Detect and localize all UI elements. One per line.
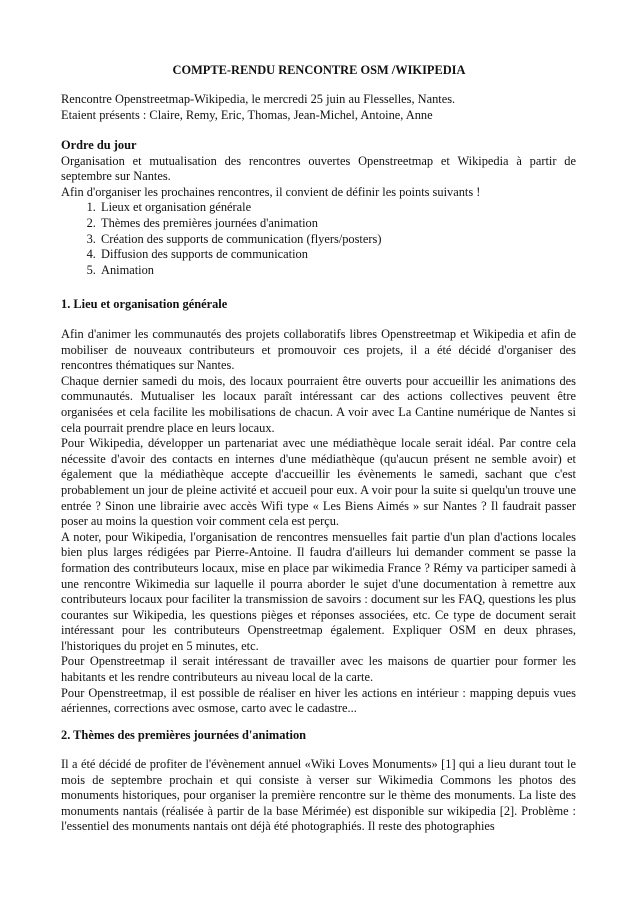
section-2-heading: 2. Thèmes des premières journées d'animation <box>61 728 307 742</box>
section-2 <box>61 728 576 744</box>
document-title: COMPTE-RENDU RENCONTRE OSM /WIKIPEDIA <box>172 63 466 77</box>
meeting-info: Rencontre Openstreetmap-Wikipedia, le mercredi 25 juin au Flesselles, Nantes. <box>61 92 456 106</box>
paragraph: Afin d'animer les communautés des projets collaboratifs libres Openstreetmap et Wikipedia et afin de mobiliser de nouveaux contributeurs et promouvoir ces projets, il a été décidé d'organiser des rencontres thématiques sur Nantes. <box>61 327 576 373</box>
agenda-item: 2. Thèmes des premières journées d'animation <box>99 216 576 232</box>
paragraph: A noter, pour Wikipedia, l'organisation de rencontres mensuelles fait partie d'un plan d'actions locales bien plus larges rédigées par Pierre-Antoine. Il faudra d'ailleurs lui demander comment se passe la formation des contributeurs locaux, mise en place par wikimedia France ? Rémy va participer samedi à une rencontre Wikimedia sur laquelle il pourra aborder le sujet d'une documentation à remettre aux contributeurs locaux pour faciliter la transmission de savoirs : document sur les FAQ, questions les plus courantes sur Wikipedia, les questions pièges et réponses associées, etc. Ce type de document serait intéressant pour les contributeurs Openstreetmap également. Expliquer OSM en deux phrases, l'historiques du projet en 5 minutes, etc. <box>61 529 576 653</box>
agenda-item: 4. Diffusion des supports de communication <box>99 247 576 263</box>
paragraph: Pour Wikipedia, développer un partenariat avec une médiathèque locale serait idéal. Par contre cela nécessite d'avoir des contacts en internes d'une médiathèque (qu'aucun présent ne semble avoir) et également que la médiathèque accepte d'accueillir les évènements le samedi, sachant que c'est probablement un jour de pleine activité et accueil pour eux. A voir pour la suite si quelqu'un trouve une entrée ? Sinon une librairie avec accès Wifi type « Les Biens Aimés » sur Nantes ? Il faudrait passer poser au moins la question voir comment cela est perçu. <box>61 436 576 529</box>
paragraph: Il a été décidé de profiter de l'évènement annuel «Wiki Loves Monuments» [1] qui a lieu durant tout le mois de septembre prochain et qui consiste à verser sur Wikimedia Commons les photos des monuments historiques, pour organiser la première rencontre sur le thème des monuments. La liste des monuments nantais (réalisée à partir de la base Mérimée) est disponible sur wikipedia [2]. Problème : l'essentiel des monuments nantais ont déjà été photographiés. Il reste des photographies <box>61 757 576 834</box>
paragraph: Chaque dernier samedi du mois, des locaux pourraient être ouverts pour accueillir les animations des communautés. Mutualiser les locaux paraît intéressant car des actions collectives peuvent être organisées et cela facilite les mobilisations de chacun. A voir avec La Cantine numérique de Nantes si cela pourrait prendre place en leurs locaux. <box>61 373 576 435</box>
section-1-heading: 1. Lieu et organisation générale <box>61 297 228 311</box>
agenda-section <box>61 138 576 278</box>
paragraph: Pour Openstreetmap il serait intéressant de travailler avec les maisons de quartier pour former les habitants et les rendre contributeurs au niveau local de la carte. <box>61 654 576 685</box>
section-1 <box>61 297 576 313</box>
agenda-item: 3. Création des supports de communication (flyers/posters) <box>99 232 576 248</box>
agenda-item: 1. Lieux et organisation générale <box>99 200 576 216</box>
agenda-text-2: Afin d'organiser les prochaines rencontres, il convient de définir les points suivants ! <box>61 184 481 199</box>
agenda-item: 5. Animation <box>99 263 576 279</box>
agenda-heading: Ordre du jour <box>61 138 137 152</box>
section-1-body <box>61 327 576 717</box>
paragraph: Pour Openstreetmap, il est possible de réaliser en hiver les actions en intérieur : mapping depuis vues aériennes, corrections avec osmose, carto avec le cadastre... <box>61 685 576 716</box>
section-2-body <box>61 757 576 835</box>
attendees: Etaient présents : Claire, Remy, Eric, Thomas, Jean-Michel, Antoine, Anne <box>61 107 433 122</box>
agenda-text-1: Organisation et mutualisation des rencontres ouvertes Openstreetmap et Wikipedia à partir de septembre sur Nantes. <box>61 153 576 184</box>
intro <box>61 92 576 123</box>
agenda-list <box>61 200 576 278</box>
